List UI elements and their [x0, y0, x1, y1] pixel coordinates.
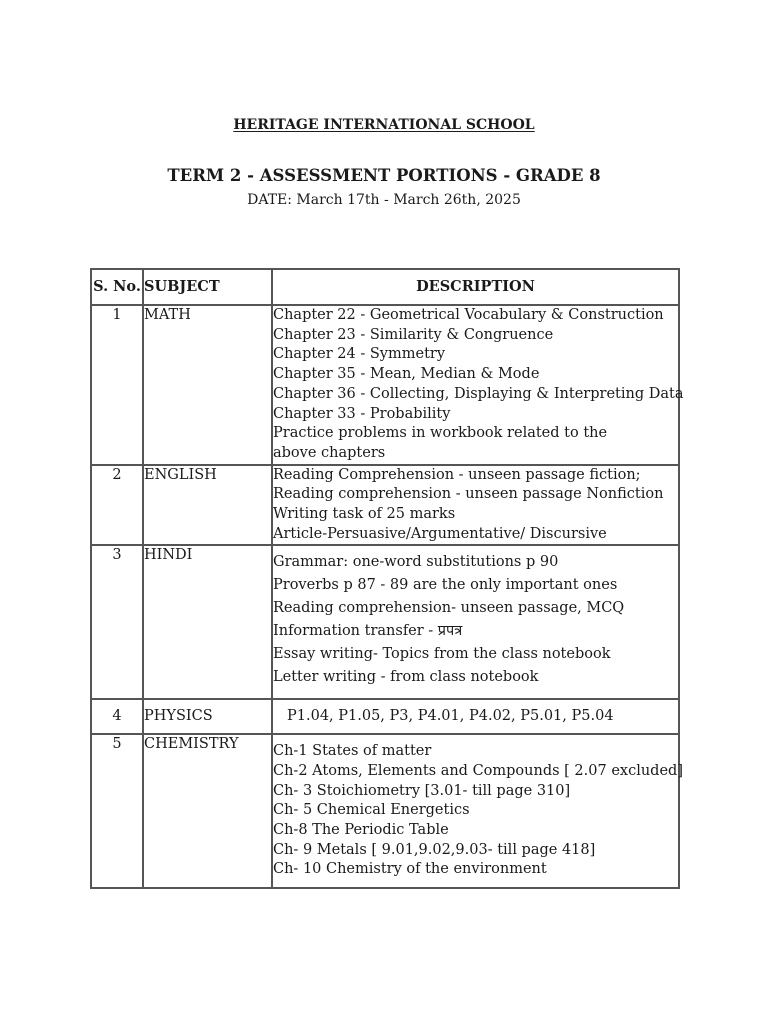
- assessment-portions-table: [90, 268, 684, 889]
- description-line: Chapter 23 - Similarity & Congruence: [273, 326, 554, 343]
- description-line: Writing task of 25 marks: [273, 506, 456, 523]
- row-subject: HINDI: [143, 545, 272, 699]
- description-line: Chapter 22 - Geometrical Vocabulary & Construction: [273, 307, 664, 323]
- row-sno: 5: [91, 734, 143, 888]
- table-row: [91, 734, 679, 888]
- description-line: Essay writing- Topics from the class notebook: [273, 646, 611, 663]
- description-line: Reading comprehension- unseen passage, MCQ: [273, 600, 625, 617]
- table-row: [91, 465, 679, 546]
- row-description: [272, 545, 679, 699]
- row-description: [272, 734, 683, 888]
- school-name: HERITAGE INTERNATIONAL SCHOOL: [233, 117, 535, 133]
- description-line: Ch- 5 Chemical Energetics: [273, 802, 470, 819]
- table-header-row: [91, 269, 679, 305]
- description-line: Chapter 33 - Probability: [273, 405, 451, 422]
- description-line: Ch- 3 Stoichiometry [3.01- till page 310]: [273, 782, 571, 799]
- description-line: Grammar: one-word substitutions p 90: [273, 554, 559, 571]
- row-subject: MATH: [143, 305, 272, 465]
- description-line: Reading Comprehension - unseen passage fiction;: [273, 466, 641, 483]
- description-line: P1.04, P1.05, P3, P4.01, P4.02, P5.01, P5.04: [287, 708, 614, 725]
- row-subject: PHYSICS: [143, 699, 272, 734]
- description-line: Ch-8 The Periodic Table: [273, 821, 449, 838]
- description-line: Information transfer - प्रपत्र: [273, 623, 463, 640]
- table-row: [91, 305, 679, 465]
- description-line: Article-Persuasive/Argumentative/ Discursive: [273, 525, 607, 542]
- row-description: [272, 465, 679, 546]
- column-header-description: DESCRIPTION: [272, 269, 679, 305]
- row-sno: 3: [91, 545, 143, 699]
- row-subject: CHEMISTRY: [143, 734, 272, 888]
- description-line: Chapter 24 - Symmetry: [273, 346, 446, 363]
- column-header-subject: SUBJECT: [143, 269, 272, 305]
- description-line: Chapter 36 - Collecting, Displaying & Interpreting Data: [273, 385, 684, 402]
- row-sno: 4: [91, 699, 143, 734]
- table-row: [91, 545, 679, 699]
- column-header-sno: S. No.: [91, 269, 143, 305]
- description-line: Ch- 9 Metals [ 9.01,9.02,9.03- till page 418]: [273, 841, 596, 858]
- description-line: Ch-2 Atoms, Elements and Compounds [ 2.07 excluded]: [273, 762, 683, 779]
- table-row: [91, 699, 679, 734]
- exam-date: DATE: March 17th - March 26th, 2025: [247, 192, 521, 208]
- row-sno: 2: [91, 465, 143, 546]
- description-line: Ch-1 States of matter: [273, 743, 432, 760]
- document-title: TERM 2 - ASSESSMENT PORTIONS - GRADE 8: [167, 166, 601, 185]
- description-line: Reading comprehension - unseen passage Nonfiction: [273, 486, 664, 503]
- row-subject: ENGLISH: [143, 465, 272, 546]
- description-line: Ch- 10 Chemistry of the environment: [273, 861, 547, 878]
- description-line: Chapter 35 - Mean, Median & Mode: [273, 366, 540, 383]
- description-line: Proverbs p 87 - 89 are the only important ones: [273, 577, 618, 594]
- row-description: [272, 305, 684, 465]
- description-line: Letter writing - from class notebook: [273, 669, 539, 686]
- row-sno: 1: [91, 305, 143, 465]
- description-line: Practice problems in workbook related to the above chapters: [273, 425, 608, 461]
- row-description: [272, 699, 679, 734]
